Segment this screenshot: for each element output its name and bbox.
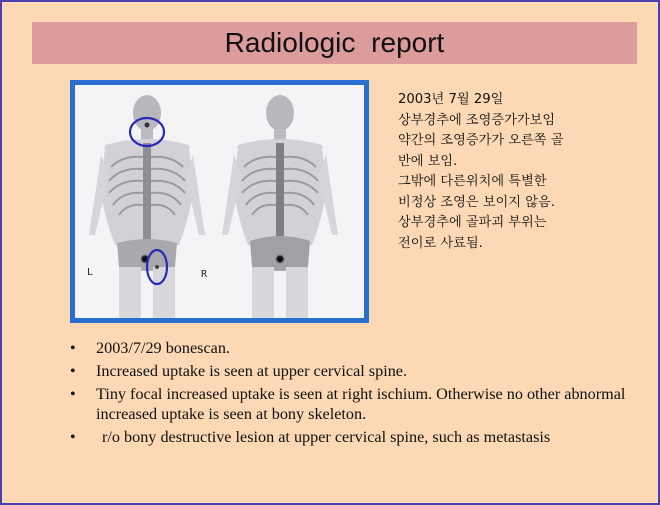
- findings-list: [70, 338, 630, 450]
- korean-line: 반에 보임.: [398, 153, 458, 169]
- finding-item: • r/o bony destructive lesion at upper cervical spine, such as metastasis: [70, 427, 630, 447]
- korean-line: 비정상 조영은 보이지 않음.: [398, 194, 555, 210]
- finding-item: • Increased uptake is seen at upper cervical spine.: [70, 361, 630, 381]
- korean-findings: [398, 90, 630, 254]
- korean-line: 상부경추에 골파괴 부위는: [398, 215, 547, 230]
- finding-item: • 2003/7/29 bonescan.: [70, 338, 630, 358]
- slide-title: Radiologic report: [32, 22, 637, 64]
- finding-item: • Tiny focal increased uptake is seen at right ischium. Otherwise no other abnormal increased uptake is seen at bony skeleton.: [70, 384, 630, 424]
- korean-line: 2003년 7월 29일: [398, 92, 504, 107]
- bone-scan-image: [75, 85, 364, 318]
- korean-line: 상부경추에 조영증가가보임: [398, 112, 556, 128]
- korean-line: 그밖에 다른위치에 특별한: [398, 174, 547, 189]
- korean-line: 약간의 조영증가가 오른쪽 골: [398, 133, 564, 148]
- scan-label-right: R: [201, 269, 208, 280]
- korean-line: 전이로 사료됨.: [398, 235, 483, 251]
- bone-scan-frame: [70, 80, 369, 323]
- scan-label-left: L: [87, 267, 94, 278]
